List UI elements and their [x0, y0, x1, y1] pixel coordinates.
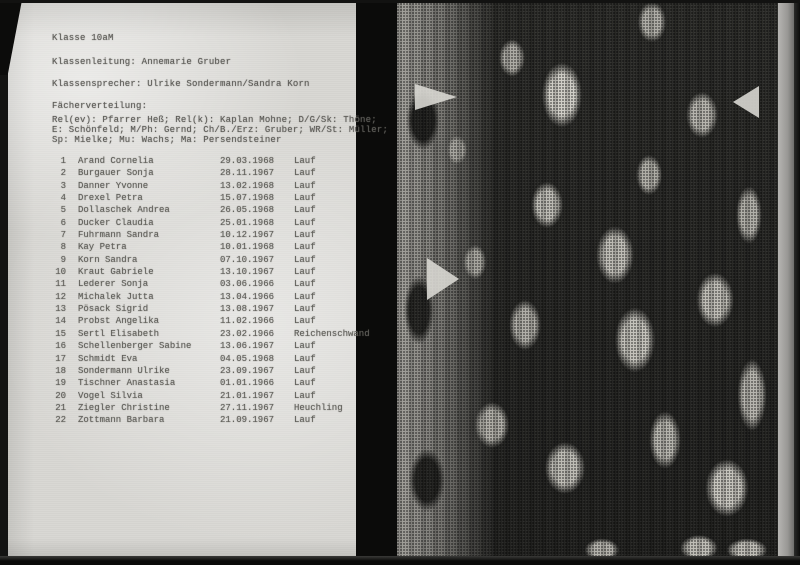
scan-bottom-border — [0, 556, 800, 565]
student-number: 2 — [60, 168, 66, 179]
student-name: Drexel Petra — [78, 193, 143, 204]
student-number: 8 — [60, 242, 66, 253]
student-table — [52, 155, 370, 427]
scan-top-border — [0, 0, 800, 3]
student-town: Lauf — [294, 180, 316, 191]
student-birthdate: 21.01.1967 — [220, 390, 275, 401]
student-birthdate: 13.06.1967 — [220, 341, 275, 352]
student-town: Lauf — [294, 217, 316, 228]
student-town: Lauf — [294, 415, 316, 426]
student-town: Lauf — [294, 242, 316, 253]
student-town: Lauf — [294, 254, 316, 265]
student-number: 6 — [60, 217, 66, 228]
student-number: 16 — [55, 341, 66, 352]
student-row — [52, 353, 352, 365]
student-name: Dollaschek Andrea — [78, 205, 170, 216]
student-number: 20 — [55, 390, 66, 401]
student-name: Ziegler Christine — [78, 402, 170, 413]
student-birthdate: 11.02.1966 — [220, 316, 275, 327]
student-number: 13 — [55, 304, 66, 315]
student-row — [52, 278, 352, 290]
student-row — [52, 180, 352, 192]
student-town: Lauf — [294, 267, 316, 278]
student-town: Lauf — [294, 341, 316, 352]
student-name: Kay Petra — [78, 242, 127, 253]
subjects-line: Sp: Mielke; Mu: Wachs; Ma: Persendsteiner — [52, 135, 282, 145]
student-row — [52, 254, 352, 266]
student-row — [52, 266, 352, 278]
student-number: 14 — [55, 316, 66, 327]
student-name: Zottmann Barbara — [78, 415, 165, 426]
student-number: 3 — [60, 180, 66, 191]
student-birthdate: 25.01.1968 — [220, 217, 275, 228]
student-birthdate: 13.02.1968 — [220, 180, 275, 191]
student-name: Sondermann Ulrike — [78, 365, 170, 376]
student-name: Korn Sandra — [78, 254, 138, 265]
student-name: Schmidt Eva — [78, 353, 138, 364]
student-birthdate: 21.09.1967 — [220, 415, 275, 426]
student-town: Lauf — [294, 279, 316, 290]
student-name: Arand Cornelia — [78, 156, 154, 166]
student-birthdate: 10.12.1967 — [220, 230, 275, 241]
student-town: Lauf — [294, 156, 316, 166]
student-town: Lauf — [294, 205, 316, 216]
student-row — [52, 291, 352, 303]
student-name: Danner Yvonne — [78, 180, 149, 191]
student-birthdate: 03.06.1966 — [220, 279, 275, 290]
left-page — [8, 3, 389, 556]
student-name: Burgauer Sonja — [78, 168, 154, 179]
right-page-edge — [778, 0, 794, 565]
student-town: Lauf — [294, 365, 316, 376]
student-name: Ducker Claudia — [78, 217, 154, 228]
student-birthdate: 23.02.1966 — [220, 328, 275, 339]
scan-left-border — [0, 0, 8, 565]
student-birthdate: 13.08.1967 — [220, 304, 275, 315]
book-gutter-shadow — [352, 0, 398, 565]
subjects-line: Rel(ev): Pfarrer Heß; Rel(k): Kaplan Mohne; D/G/Sk: Thöne; — [52, 115, 377, 125]
student-name: Kraut Gabriele — [78, 267, 154, 278]
subjects-line: E: Schönfeld; M/Ph: Gernd; Ch/B./Erz: Gruber; WR/St: Müller; — [52, 125, 389, 135]
student-birthdate: 15.07.1968 — [220, 193, 275, 204]
student-birthdate: 13.04.1966 — [220, 291, 275, 302]
scan-right-border — [794, 0, 800, 565]
student-number: 21 — [55, 402, 66, 413]
student-row — [52, 241, 352, 253]
student-number: 12 — [55, 291, 66, 302]
student-number: 19 — [55, 378, 66, 389]
student-birthdate: 27.11.1967 — [220, 402, 275, 413]
student-birthdate: 07.10.1967 — [220, 254, 275, 265]
student-row — [52, 377, 352, 389]
student-name: Fuhrmann Sandra — [78, 230, 160, 241]
student-birthdate: 10.01.1968 — [220, 242, 275, 253]
student-town: Lauf — [294, 390, 316, 401]
student-town: Lauf — [294, 291, 316, 302]
student-name: Schellenberger Sabine — [78, 341, 192, 352]
student-birthdate: 26.05.1968 — [220, 205, 275, 216]
student-name: Tischner Anastasia — [78, 378, 176, 389]
student-row — [52, 365, 352, 377]
student-number: 9 — [60, 254, 66, 265]
student-number: 18 — [55, 365, 66, 376]
student-birthdate: 23.09.1967 — [220, 365, 275, 376]
student-name: Lederer Sonja — [78, 279, 149, 290]
student-name: Sertl Elisabeth — [78, 328, 160, 339]
student-name: Vogel Silvia — [78, 390, 143, 401]
student-town: Lauf — [294, 193, 316, 204]
student-number: 5 — [60, 205, 66, 216]
student-birthdate: 01.01.1966 — [220, 378, 275, 389]
student-row — [52, 402, 352, 414]
student-town: Heuchling — [294, 402, 343, 413]
student-row — [52, 315, 352, 327]
student-row — [52, 229, 352, 241]
student-row — [52, 390, 352, 402]
student-town: Lauf — [294, 168, 316, 179]
student-row — [52, 155, 352, 167]
student-number: 11 — [55, 279, 66, 290]
student-row — [52, 340, 352, 352]
student-town: Lauf — [294, 353, 316, 364]
student-name: Michalek Jutta — [78, 291, 154, 302]
student-town: Lauf — [294, 230, 316, 241]
student-number: 4 — [60, 193, 66, 204]
student-name: Probst Angelika — [78, 316, 160, 327]
student-birthdate: 29.03.1968 — [220, 156, 275, 166]
student-number: 10 — [55, 267, 66, 278]
student-number: 17 — [55, 353, 66, 364]
student-row — [52, 204, 352, 216]
class-teacher-line: Klassenleitung: Annemarie Gruber — [52, 57, 232, 67]
student-name: Pösack Sigrid — [78, 304, 149, 315]
student-number: 1 — [60, 156, 66, 166]
subjects-heading: Fächerverteilung: — [52, 101, 148, 111]
student-birthdate: 13.10.1967 — [220, 267, 275, 278]
student-birthdate: 28.11.1967 — [220, 168, 275, 179]
student-town: Lauf — [294, 378, 316, 389]
student-number: 7 — [60, 230, 66, 241]
student-row — [52, 192, 352, 204]
class-title: Klasse 10aM — [52, 33, 114, 43]
class-speaker-line: Klassensprecher: Ulrike Sondermann/Sandra Korn — [52, 79, 310, 89]
student-town: Lauf — [294, 316, 316, 327]
student-number: 15 — [55, 328, 66, 339]
student-row — [52, 303, 352, 315]
student-row — [52, 217, 352, 229]
class-photo — [397, 0, 778, 565]
student-row — [52, 167, 352, 179]
student-birthdate: 04.05.1968 — [220, 353, 275, 364]
student-row — [52, 414, 352, 426]
student-row — [52, 328, 370, 340]
student-town: Lauf — [294, 304, 316, 315]
student-town: Reichenschwand — [294, 328, 370, 339]
student-number: 22 — [55, 415, 66, 426]
